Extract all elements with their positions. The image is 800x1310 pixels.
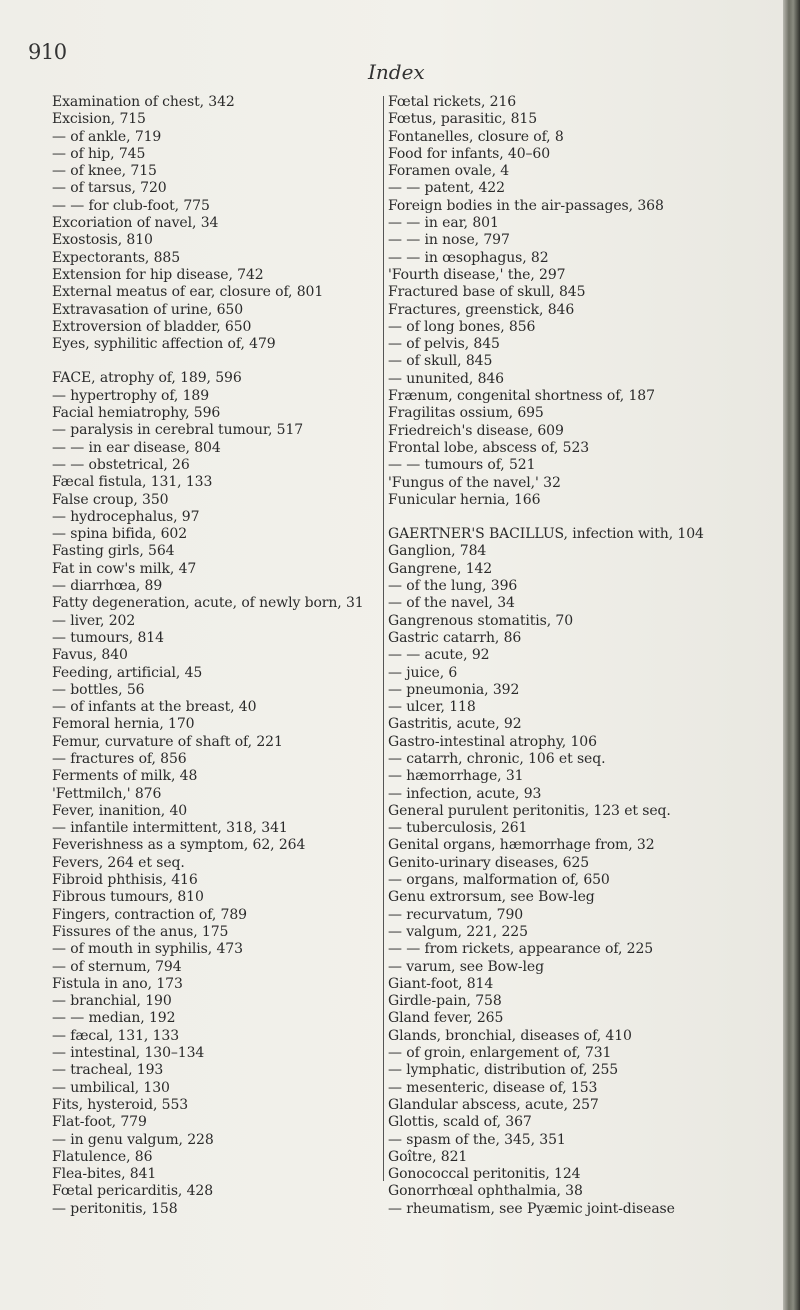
index-entry: Gonorrhœal ophthalmia, 38: [388, 1183, 583, 1200]
index-entry: — of hip, 745: [52, 145, 146, 162]
index-entry: Eyes, syphilitic affection of, 479: [52, 336, 276, 353]
index-entry: — lymphatic, distribution of, 255: [388, 1062, 619, 1079]
index-entry: Glands, bronchial, diseases of, 410: [388, 1027, 632, 1044]
index-entry: Glottis, scald of, 367: [388, 1114, 532, 1131]
index-entry: Giant-foot, 814: [388, 975, 494, 992]
right-column: [388, 94, 778, 1218]
index-entry: Fibrous tumours, 810: [52, 889, 204, 906]
index-entry: — fractures of, 856: [52, 750, 187, 767]
index-entry: Feverishness as a symptom, 62, 264: [52, 837, 306, 854]
index-entry: Extension for hip disease, 742: [52, 266, 264, 283]
index-entry: — hypertrophy of, 189: [52, 387, 210, 404]
index-entry: Fevers, 264 et seq.: [52, 854, 185, 871]
index-entry: Gastro-intestinal atrophy, 106: [388, 733, 597, 750]
index-entry: Friedreich's disease, 609: [388, 422, 564, 439]
index-entry: — of the lung, 396: [388, 578, 518, 595]
index-entry: Feeding, artificial, 45: [52, 664, 203, 681]
index-entry: — recurvatum, 790: [388, 906, 524, 923]
index-entry: — in genu valgum, 228: [52, 1131, 214, 1148]
index-entry: Fæcal fistula, 131, 133: [52, 474, 213, 491]
index-group-f-continued: [388, 94, 778, 509]
index-entry: Excision, 715: [52, 111, 146, 128]
page-edge: [783, 0, 800, 1310]
index-entry: Gland fever, 265: [388, 1010, 504, 1027]
left-column: [52, 94, 367, 1218]
index-entry: Femoral hernia, 170: [52, 716, 195, 733]
index-entry: — of mouth in syphilis, 473: [52, 941, 243, 958]
index-entry: Fractures, greenstick, 846: [388, 301, 575, 318]
index-entry: Foreign bodies in the air-passages, 368: [388, 197, 664, 214]
index-entry: — ulcer, 118: [388, 699, 476, 716]
index-entry: — ununited, 846: [388, 370, 504, 387]
index-entry: — peritonitis, 158: [52, 1200, 178, 1217]
index-entry: Exostosis, 810: [52, 232, 153, 249]
index-entry: Fasting girls, 564: [52, 543, 175, 560]
index-entry: — of infants at the breast, 40: [52, 699, 257, 716]
index-entry: Fistula in ano, 173: [52, 975, 183, 992]
index-entry: — organs, malformation of, 650: [388, 872, 610, 889]
index-entry: Fontanelles, closure of, 8: [388, 128, 564, 145]
index-entry: Fœtus, parasitic, 815: [388, 111, 537, 128]
index-entry: Examination of chest, 342: [52, 94, 235, 110]
index-entry: — varum, see Bow-leg: [388, 958, 544, 975]
index-entry: Gonococcal peritonitis, 124: [388, 1166, 581, 1183]
page-number: 910: [28, 40, 67, 64]
index-entry: Gangrenous stomatitis, 70: [388, 612, 574, 629]
index-entry: — of ankle, 719: [52, 128, 162, 145]
index-entry: — of sternum, 794: [52, 958, 182, 975]
index-entry: Frontal lobe, abscess of, 523: [388, 439, 590, 456]
index-entry: — diarrhœa, 89: [52, 578, 163, 595]
index-entry: — — obstetrical, 26: [52, 456, 190, 473]
index-entry: — hæmorrhage, 31: [388, 768, 524, 785]
index-entry: — — in œsophagus, 82: [388, 249, 549, 266]
index-entry: Fibroid phthisis, 416: [52, 872, 198, 889]
index-entry: — spina bifida, 602: [52, 526, 188, 543]
index-entry: Fœtal rickets, 216: [388, 94, 517, 110]
index-entry: Ganglion, 784: [388, 543, 487, 560]
index-entry: Fingers, contraction of, 789: [52, 906, 247, 923]
index-entry: — umbilical, 130: [52, 1079, 170, 1096]
index-entry: Femur, curvature of shaft of, 221: [52, 733, 283, 750]
index-entry: — pneumonia, 392: [388, 681, 520, 698]
column-rule: [383, 96, 384, 1181]
index-entry: — — tumours of, 521: [388, 457, 536, 474]
index-entry: — of pelvis, 845: [388, 336, 500, 353]
index-entry: Fits, hysteroid, 553: [52, 1096, 189, 1113]
index-entry: Fœtal pericarditis, 428: [52, 1183, 214, 1200]
index-group-f: [52, 370, 367, 1218]
group-spacer: [52, 353, 367, 370]
index-entry: Genu extrorsum, see Bow-leg: [388, 889, 595, 906]
index-entry: — spasm of the, 345, 351: [388, 1131, 566, 1148]
index-entry: — liver, 202: [52, 612, 136, 629]
index-entry: — mesenteric, disease of, 153: [388, 1079, 598, 1096]
index-entry: Extroversion of bladder, 650: [52, 318, 252, 335]
index-entry: Genital organs, hæmorrhage from, 32: [388, 837, 655, 854]
index-entry: Girdle-pain, 758: [388, 993, 502, 1010]
index-entry: — — in ear disease, 804: [52, 439, 221, 456]
index-entry: FACE, atrophy of, 189, 596: [52, 370, 242, 387]
index-entry: 'Fettmilch,' 876: [52, 785, 162, 802]
index-entry: — of skull, 845: [388, 353, 493, 370]
index-entry: — — patent, 422: [388, 180, 505, 197]
index-entry: Flea-bites, 841: [52, 1166, 157, 1183]
index-entry: Gastric catarrh, 86: [388, 629, 522, 646]
index-entry: Fragilitas ossium, 695: [388, 405, 544, 422]
index-entry: Funicular hernia, 166: [388, 491, 541, 508]
index-entry: — hydrocephalus, 97: [52, 508, 200, 525]
index-entry: — valgum, 221, 225: [388, 923, 528, 940]
index-entry: Expectorants, 885: [52, 249, 181, 266]
index-entry: — — median, 192: [52, 1010, 176, 1027]
index-entry: — infantile intermittent, 318, 341: [52, 820, 288, 837]
index-entry: — tumours, 814: [52, 629, 164, 646]
index-group-g: [388, 526, 778, 1218]
index-entry: Flat-foot, 779: [52, 1114, 147, 1131]
group-spacer: [388, 509, 778, 526]
index-entry: — of tarsus, 720: [52, 180, 167, 197]
index-entry: — infection, acute, 93: [388, 785, 542, 802]
index-entry: — intestinal, 130–134: [52, 1045, 205, 1062]
index-entry: Foramen ovale, 4: [388, 163, 510, 180]
index-entry: Fissures of the anus, 175: [52, 923, 229, 940]
index-entry: — rheumatism, see Pyæmic joint-disease: [388, 1200, 675, 1217]
index-entry: — of the navel, 34: [388, 595, 515, 612]
index-entry: External meatus of ear, closure of, 801: [52, 284, 324, 301]
index-entry: — juice, 6: [388, 664, 458, 681]
index-entry: General purulent peritonitis, 123 et seq.: [388, 802, 671, 819]
index-entry: — of groin, enlargement of, 731: [388, 1045, 612, 1062]
running-title: Index: [368, 60, 425, 84]
index-entry: 'Fungus of the navel,' 32: [388, 474, 561, 491]
index-entry: Fever, inanition, 40: [52, 802, 188, 819]
index-group-e: [52, 94, 367, 353]
index-entry: Goître, 821: [388, 1148, 468, 1165]
index-entry: — branchial, 190: [52, 993, 172, 1010]
index-entry: — — for club-foot, 775: [52, 197, 210, 214]
index-entry: Fat in cow's milk, 47: [52, 560, 197, 577]
index-entry: Extravasation of urine, 650: [52, 301, 244, 318]
index-entry: — catarrh, chronic, 106 et seq.: [388, 750, 606, 767]
index-entry: Flatulence, 86: [52, 1148, 153, 1165]
index-entry: Gastritis, acute, 92: [388, 716, 522, 733]
index-entry: Ferments of milk, 48: [52, 768, 198, 785]
index-entry: False croup, 350: [52, 491, 169, 508]
index-entry: — — acute, 92: [388, 647, 490, 664]
index-entry: Facial hemiatrophy, 596: [52, 405, 221, 422]
index-entry: — of long bones, 856: [388, 318, 536, 335]
index-entry: Glandular abscess, acute, 257: [388, 1096, 599, 1113]
index-entry: — — from rickets, appearance of, 225: [388, 941, 654, 958]
index-entry: Genito-urinary diseases, 625: [388, 854, 590, 871]
index-entry: — — in nose, 797: [388, 232, 510, 249]
index-entry: Excoriation of navel, 34: [52, 215, 219, 232]
index-entry: — tuberculosis, 261: [388, 820, 528, 837]
index-entry: — bottles, 56: [52, 681, 145, 698]
index-entry: Favus, 840: [52, 647, 128, 664]
index-entry: — tracheal, 193: [52, 1062, 164, 1079]
index-entry: 'Fourth disease,' the, 297: [388, 266, 566, 283]
index-entry: — of knee, 715: [52, 163, 157, 180]
index-entry: — paralysis in cerebral tumour, 517: [52, 422, 304, 439]
index-entry: Fatty degeneration, acute, of newly born, 31: [52, 595, 364, 612]
index-entry: Gangrene, 142: [388, 560, 493, 577]
index-entry: Fractured base of skull, 845: [388, 284, 586, 301]
index-entry: — fæcal, 131, 133: [52, 1027, 180, 1044]
index-entry: Frænum, congenital shortness of, 187: [388, 388, 655, 405]
index-entry: — — in ear, 801: [388, 215, 499, 232]
index-entry: Food for infants, 40–60: [388, 145, 551, 162]
index-entry: GAERTNER'S BACILLUS, infection with, 104: [388, 526, 704, 543]
